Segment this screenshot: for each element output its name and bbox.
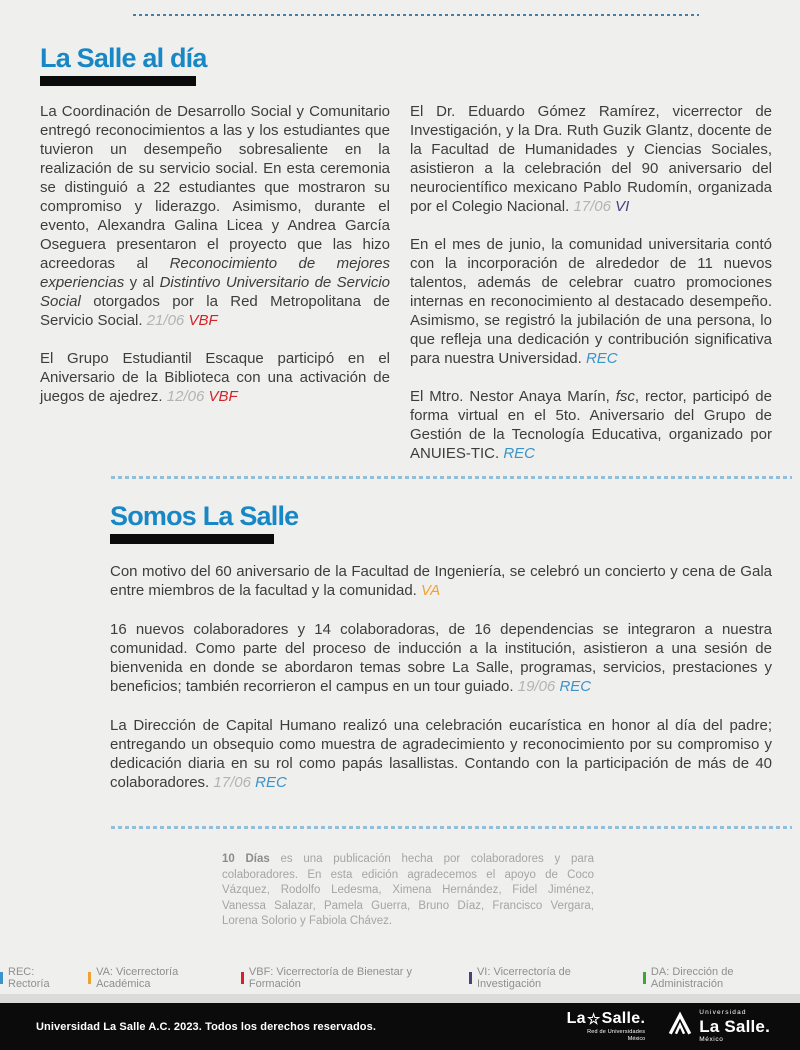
news-paragraph — [410, 235, 772, 368]
text-segment: VBF — [208, 388, 238, 406]
legend-item-vbf — [241, 966, 456, 990]
text-segment: 17/06 — [213, 774, 251, 792]
text-segment: REC — [559, 678, 592, 696]
network-logo-wordmark — [567, 1011, 646, 1027]
text-segment: La Coordinación de Desarrollo Social y Comunitario entregó reconocimientos a las y los estudiantes que tuvieron un desempeño sobresaliente en la realización de su servicio social. En esta ceremonia se distinguió a 22 estudiantes que mostraron su compromiso y liderazgo. Asimismo, durante el evento, Alexandra Galina Licea y Andrea García Oseguera presentaron el proyecto que las hizo acreedoras al — [40, 103, 390, 273]
news-paragraph — [110, 716, 772, 792]
network-logo-subtitle: Red de Universidades — [587, 1028, 646, 1035]
legend-color-marker — [643, 972, 646, 984]
text-segment: VBF — [188, 312, 218, 330]
text-segment: 19/06 — [517, 678, 556, 696]
bottom-dashed-divider — [111, 826, 792, 829]
column-left — [40, 102, 390, 482]
text-segment: Con motivo del 60 aniversario de la Facultad de Ingeniería, se celebró un concierto y cena de Gala entre miembros de la facultad y la comunidad. — [110, 563, 772, 600]
text-segment: 12/06 — [166, 388, 205, 406]
star-icon: ☆ — [586, 1010, 601, 1028]
section-la-salle-al-dia — [40, 44, 772, 482]
copyright-text: Universidad La Salle A.C. 2023. Todos los derechos reservados. — [36, 1020, 376, 1033]
la-salle-chevron-icon — [667, 1011, 693, 1042]
section-title: La Salle al día — [40, 43, 207, 73]
text-segment: 10 Días — [222, 853, 270, 865]
text-segment: REC — [503, 445, 536, 463]
section-somos-la-salle — [110, 502, 772, 812]
text-segment: Distintivo Universitario de Servicio Social — [40, 274, 390, 311]
text-segment: 21/06 — [146, 312, 185, 330]
text-segment: REC — [585, 350, 618, 368]
text-segment: Reconocimiento de mejores experiencias — [40, 255, 390, 292]
column-right — [410, 102, 772, 482]
text-segment: VA — [421, 582, 441, 600]
abbreviation-legend — [0, 966, 800, 990]
network-logo-country: México — [627, 1036, 646, 1042]
footer-top-strip — [0, 994, 800, 1003]
university-logo-main: La Salle. — [699, 1016, 770, 1036]
news-paragraph — [110, 620, 772, 696]
two-column-layout — [40, 102, 772, 482]
legend-item-da — [643, 966, 800, 990]
text-segment: fsc — [615, 388, 635, 406]
text-segment: La Dirección de Capital Humano realizó una celebración eucarística en honor al día del padre; entregando un obsequio como muestra de agradecimiento y reconocimiento por su compromiso y dedicación diaria en su rol como papás lasallistas. Contando con la participación de más de 40 colaboradores. — [110, 717, 772, 792]
section-body — [110, 562, 772, 792]
news-paragraph — [410, 387, 772, 463]
text-segment: En el mes de junio, la comunidad universitaria contó con la incorporación de alrededor de 11 nuevos talentos, además de celebrar cuatro promociones internas en reconocimiento al destacado desempeño. Asimismo, se registró la jubilación de una persona, lo que refleja una dedicación y contribución significativa para nuestra Universidad. — [410, 236, 772, 368]
legend-item-vi — [469, 966, 630, 990]
la-salle-network-logo — [567, 1011, 646, 1043]
news-paragraph — [40, 102, 390, 330]
text-segment: , rector, participó de forma virtual en el 5to. Aniversario del Grupo de Gestión de la Tecnología Educativa, organizado por ANUIES-TIC. — [410, 388, 772, 463]
legend-label: VA: Vicerrectoría Académica — [96, 966, 179, 990]
legend-color-marker — [0, 972, 3, 984]
legend-label: VBF: Vicerrectoría de Bienestar y Formación — [248, 966, 412, 990]
section-title: Somos La Salle — [110, 501, 299, 531]
legend-label: VI: Vicerrectoría de Investigación — [476, 966, 571, 990]
legend-label: REC: Rectoría — [8, 966, 50, 990]
universidad-la-salle-logo — [667, 1010, 770, 1043]
legend-item-rec — [0, 966, 75, 990]
text-segment: 17/06 — [573, 198, 611, 216]
middle-dashed-divider — [111, 476, 792, 479]
text-segment: otorgados por la Red Metropolitana de Servicio Social. — [40, 293, 390, 330]
legend-color-marker — [241, 972, 244, 984]
logo-word-la: La — [566, 1009, 586, 1027]
top-dashed-divider — [133, 14, 699, 16]
text-segment: El Grupo Estudiantil Escaque participó en el Aniversario de la Biblioteca con una activación de juegos de ajedrez. — [40, 350, 390, 406]
legend-label: DA: Dirección de Administración — [650, 966, 734, 990]
university-logo-text — [699, 1010, 770, 1043]
footer-bar — [0, 1003, 800, 1050]
university-logo-top: Universidad — [699, 1009, 747, 1016]
news-paragraph — [410, 102, 772, 216]
title-underline-bar — [110, 534, 274, 544]
news-paragraph — [110, 562, 772, 600]
footer-logos — [567, 1010, 770, 1043]
legend-item-va — [88, 966, 228, 990]
university-logo-country: México — [699, 1035, 724, 1043]
text-segment: 16 nuevos colaboradores y 14 colaboradoras, de 16 dependencias se integraron a nuestra comunidad. Como parte del proceso de inducción a la institución, asistieron a una sesión de bienvenida en donde se abordaron temas sobre La Salle, programas, servicios, prestaciones y beneficios; también recorrieron el campus en un tour guiado. — [110, 621, 772, 696]
publication-credits — [222, 852, 594, 930]
text-segment: VI — [615, 198, 630, 216]
text-segment: y al — [124, 274, 160, 292]
text-segment: El Mtro. Nestor Anaya Marín, — [410, 388, 616, 406]
text-segment: El Dr. Eduardo Gómez Ramírez, vicerrector de Investigación, y la Dra. Ruth Guzik Glantz, docente de la Facultad de Humanidades y Ciencias Sociales, asistieron a la celebración del 90 aniversario del neurocientífico mexicano Pablo Rudomín, organizada por el Colegio Nacional. — [410, 103, 772, 216]
text-segment: REC — [255, 774, 287, 792]
legend-color-marker — [469, 972, 472, 984]
text-segment: es una publicación hecha por colaboradores y para colaboradores. En esta edición agradecemos el apoyo de Coco Vázquez, Rodolfo Ledesma, Ximena Hernández, Fidel Jiménez, Vanessa Salazar, Pamela Guerra, Bruno Díaz, Francisco Vergara, Lorena Solorio y Fabiola Chávez. — [222, 853, 594, 927]
news-paragraph — [40, 349, 390, 406]
title-underline-bar — [40, 76, 196, 86]
legend-color-marker — [88, 972, 91, 984]
logo-word-salle: Salle. — [601, 1009, 646, 1027]
